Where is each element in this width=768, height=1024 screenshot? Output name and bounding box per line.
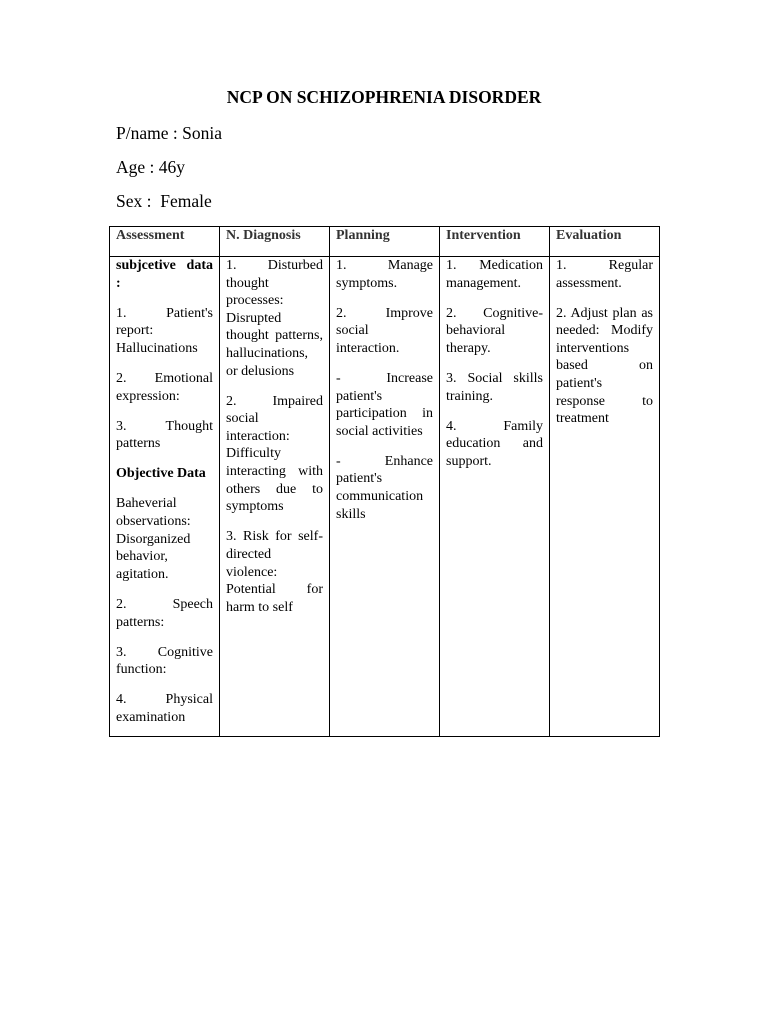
patient-name: P/name : Sonia [116,123,222,143]
intervention-item: 2. Cognitive-behavioral therapy. [446,305,543,356]
header-evaluation: Evaluation [550,227,660,257]
header-diagnosis: N. Diagnosis [220,227,330,257]
intervention-item: 4. Family education and support. [446,418,543,469]
intervention-item: 3. Social skills training. [446,370,543,404]
evaluation-item: 2. Adjust plan as needed: Modify interventions based on patient's response to treatment [556,305,653,427]
evaluation-item: 1. Regular assessment. [556,258,653,291]
assessment-cell [110,257,220,737]
patient-sex: Sex : Female [116,191,212,211]
planning-item: - Enhance patient's communication skills [336,453,433,522]
planning-item: 2. Improve social interaction. [336,305,433,356]
objective-item: 4. Physical examination [116,692,213,725]
subjective-item: 1. Patient's report: Hallucinations [116,305,213,356]
evaluation-cell [550,257,660,737]
diagnosis-cell [220,257,330,737]
objective-item: 3. Cognitive function: [116,644,213,678]
subjective-heading: subjcetive data : [116,258,213,291]
intervention-cell [440,257,550,737]
diagnosis-item: 2. Impaired social interaction: Difficulty interacting with others due to symptoms [226,393,323,515]
diagnosis-item: 1. Disturbed thought processes: Disrupted thought patterns, hallucinations, or delusions [226,258,323,379]
subjective-item: 2. Emotional expression: [116,370,213,404]
objective-item: 2. Speech patterns: [116,596,213,630]
intervention-item: 1. Medication management. [446,258,543,291]
header-assessment: Assessment [110,227,220,257]
subjective-item: 3. Thought patterns [116,418,213,452]
objective-heading: Objective Data [116,466,206,482]
document-title: NCP ON SCHIZOPHRENIA DISORDER [226,87,542,107]
planning-cell [330,257,440,737]
planning-item: - Increase patient's participation in social activities [336,370,433,439]
diagnosis-item: 3. Risk for self-directed violence: Potential for harm to self [226,529,323,615]
table-row [110,257,660,737]
patient-age: Age : 46y [116,157,186,177]
objective-item: Baheverial observations: Disorganized behavior, agitation. [116,496,191,582]
planning-item: 1. Manage symptoms. [336,258,433,291]
table-header-row [110,227,660,257]
nursing-care-plan-table [109,226,660,737]
header-intervention: Intervention [440,227,550,257]
header-planning: Planning [330,227,440,257]
